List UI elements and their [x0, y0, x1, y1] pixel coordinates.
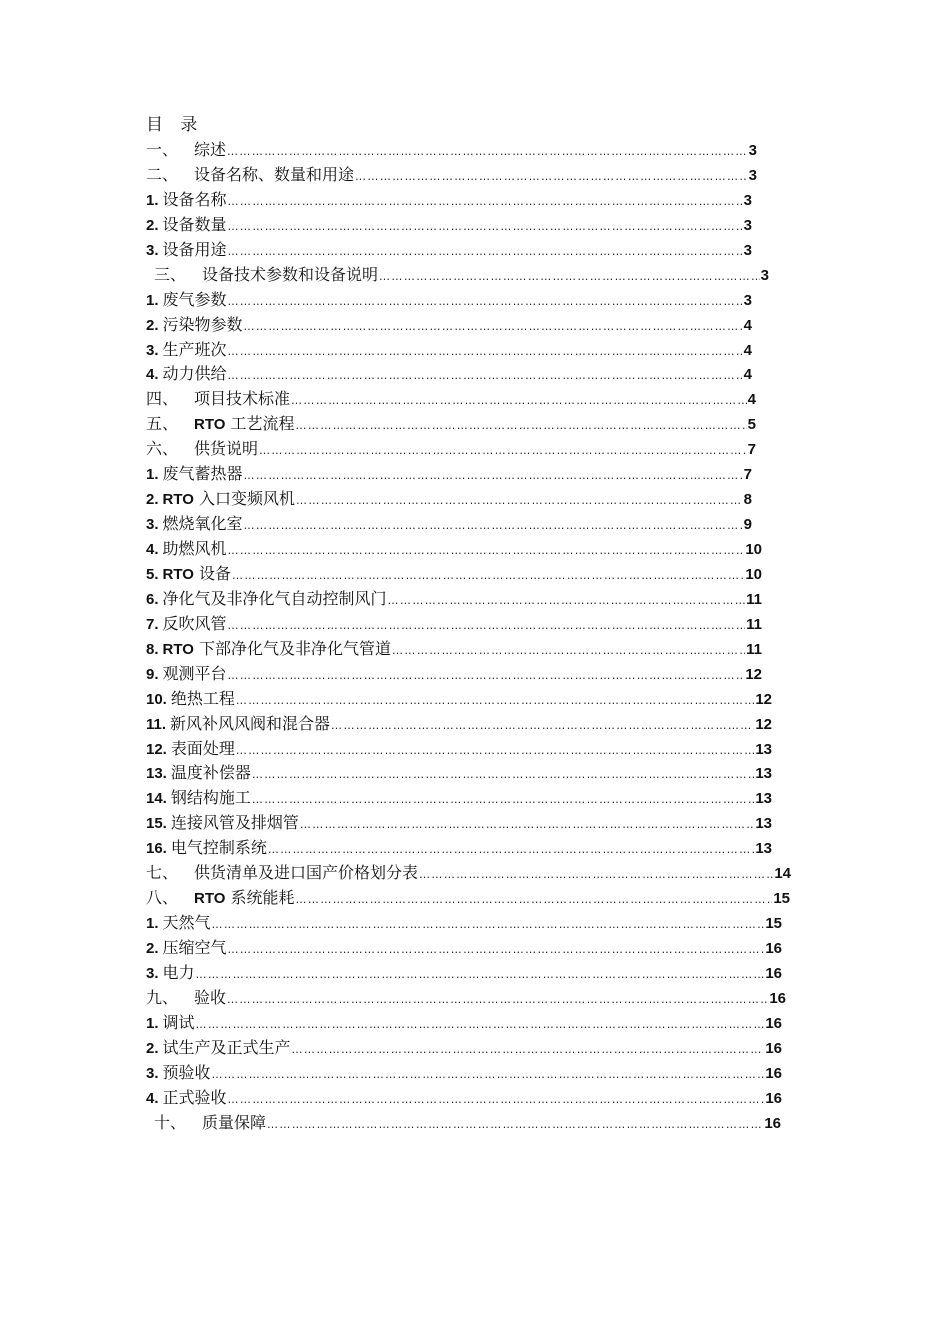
toc-entry-text: 燃烧氧化室	[162, 514, 243, 534]
toc-page-number: 16	[765, 1039, 782, 1057]
toc-entry-number: 1.	[146, 291, 159, 309]
toc-entry-text: 工艺流程	[230, 414, 295, 434]
toc-leader-dots	[228, 614, 746, 639]
toc-entry-text: 污染物参数	[162, 314, 243, 334]
toc-entry-text: 下部净化气及非净化气管道	[199, 638, 392, 658]
toc-entry-number: 六、	[146, 439, 179, 459]
toc-page-number: 10	[745, 541, 762, 558]
toc-entry-number: 14.	[146, 790, 167, 808]
toc-entry-text: 绝热工程	[170, 688, 235, 708]
toc-leader-dots	[236, 739, 754, 764]
toc-entry-number: 五、	[146, 414, 179, 434]
toc-page-number: 12	[755, 690, 772, 708]
toc-entry-title	[163, 462, 243, 487]
toc-page-number: 16	[764, 1114, 781, 1132]
toc-entry-text: 压缩空气	[162, 938, 227, 957]
toc-entry-title	[163, 537, 227, 562]
toc-entry[interactable]	[0, 1111, 781, 1136]
toc-entry-number: 4.	[146, 366, 159, 384]
toc-entry[interactable]	[0, 537, 762, 562]
toc-entry-latin: RTO	[162, 565, 194, 583]
toc-entry[interactable]	[0, 811, 772, 836]
toc-entry-title	[171, 687, 235, 712]
toc-entry-number: 3.	[146, 341, 159, 359]
toc-leader-dots	[268, 838, 754, 863]
toc-leader-dots	[227, 140, 748, 165]
toc-page-number: 3	[743, 191, 752, 209]
toc-page-number: 13	[755, 790, 772, 808]
toc-entry[interactable]	[0, 437, 756, 462]
toc-page-number: 16	[765, 964, 782, 982]
toc-entry-number: 1.	[146, 1014, 159, 1032]
toc-leader-dots	[267, 1113, 763, 1138]
toc-page-number: 8	[743, 491, 752, 509]
toc-leader-dots	[228, 190, 743, 215]
toc-entry-title	[194, 886, 295, 912]
toc-entry-text: 观测平台	[162, 663, 227, 683]
toc-entry-text: 质量保障	[202, 1112, 267, 1132]
toc-entry-number: 12.	[146, 740, 167, 758]
toc-entry-text: 净化气及非净化气自动控制风门	[162, 588, 387, 608]
toc-entry-number: 2.	[146, 216, 159, 234]
toc-leader-dots	[291, 389, 747, 414]
toc-leader-dots	[212, 913, 765, 938]
toc-entry-number: 7.	[146, 615, 159, 633]
toc-entry-number: 二、	[146, 164, 179, 184]
toc-entry-text: 钢结构施工	[170, 788, 251, 808]
toc-page-number: 11	[746, 590, 762, 608]
toc-entry[interactable]	[0, 487, 752, 512]
toc-entry-text: 温度补偿器	[170, 763, 251, 783]
toc-entry[interactable]	[0, 961, 782, 986]
toc-page-number: 4	[743, 341, 752, 359]
toc-entry-title	[163, 637, 392, 663]
toc-entry[interactable]	[0, 836, 772, 861]
toc-leader-dots	[196, 963, 765, 988]
toc-page-number: 16	[765, 1089, 782, 1107]
toc-entry[interactable]	[0, 911, 782, 936]
toc-page-number: 14	[774, 865, 791, 883]
toc-leader-dots	[252, 763, 754, 788]
toc-title: 目 录	[146, 115, 204, 135]
toc-entry-title	[163, 911, 211, 936]
toc-entry[interactable]	[0, 362, 752, 387]
toc-entry-title	[171, 836, 267, 861]
toc-entry[interactable]	[0, 936, 782, 961]
toc-entry-title	[163, 936, 227, 961]
toc-page-number: 3	[743, 216, 752, 234]
toc-entry-number: 8.	[146, 640, 159, 658]
toc-page-number: 13	[755, 765, 772, 783]
toc-page-number: 16	[765, 1064, 782, 1082]
toc-entry-number: 1.	[146, 915, 159, 933]
toc-entry-text: 入口变频风机	[199, 489, 296, 509]
toc-entry-text: 系统能耗	[230, 888, 295, 908]
toc-entry[interactable]	[0, 1086, 782, 1111]
toc-entry-title	[163, 562, 232, 588]
toc-entry[interactable]	[0, 188, 752, 213]
toc-entry[interactable]	[0, 462, 752, 487]
toc-entry-text: 供货说明	[194, 439, 259, 459]
toc-entry-title	[170, 712, 330, 737]
toc-entry-number: 6.	[146, 590, 159, 608]
toc-page-number: 7	[747, 441, 756, 459]
toc-entry[interactable]	[0, 412, 756, 437]
toc-entry-title	[194, 412, 295, 438]
toc-entry-title	[163, 512, 243, 537]
toc-entry-title	[163, 288, 227, 313]
toc-entry[interactable]	[0, 238, 752, 263]
toc-page-number: 5	[747, 416, 756, 434]
toc-entry-title	[163, 1086, 227, 1111]
toc-entry[interactable]	[0, 338, 752, 363]
toc-entry-number: 1.	[146, 466, 159, 484]
toc-page-number: 16	[765, 1014, 782, 1032]
toc-entry[interactable]	[0, 163, 757, 188]
toc-leader-dots	[300, 813, 754, 838]
toc-entry[interactable]	[0, 886, 790, 911]
toc-entry-title	[163, 213, 227, 238]
toc-entry-text: 设备技术参数和设备说明	[202, 264, 379, 284]
toc-entry-title	[194, 861, 418, 886]
toc-leader-dots	[236, 689, 754, 714]
toc-entry[interactable]	[0, 138, 757, 163]
toc-entry-text: 预验收	[162, 1062, 211, 1082]
toc-entry-number: 2.	[146, 316, 159, 334]
toc-entry-latin: RTO	[162, 491, 194, 509]
toc-entry-title	[163, 1011, 195, 1036]
toc-entry-number: 三、	[154, 264, 187, 284]
toc-entry[interactable]	[0, 786, 772, 811]
toc-entry-number: 5.	[146, 565, 159, 583]
toc-page-number: 4	[743, 316, 752, 334]
toc-entry-number: 2.	[146, 940, 159, 957]
toc-entry-title	[171, 786, 251, 811]
toc-entry[interactable]	[0, 213, 752, 238]
toc-leader-dots	[228, 1088, 765, 1113]
toc-entry-text: 设备	[199, 563, 232, 583]
toc-page-number: 12	[755, 715, 772, 733]
toc-leader-dots	[228, 340, 743, 365]
toc-entry-title	[202, 1111, 266, 1136]
toc-entry-latin: RTO	[162, 640, 194, 658]
toc-entry-title	[194, 437, 258, 462]
toc-leader-dots	[228, 539, 745, 564]
toc-entry-number: 16.	[146, 840, 167, 858]
toc-page-number: 7	[743, 466, 752, 484]
toc-entry-number: 四、	[146, 389, 179, 409]
toc-page-number: 4	[743, 366, 752, 384]
toc-entry-number: 2.	[146, 1039, 159, 1057]
toc-entry-number: 3.	[146, 516, 159, 534]
toc-entry-text: 设备名称	[162, 189, 227, 209]
toc-entry[interactable]	[0, 587, 762, 612]
toc-leader-dots	[228, 938, 765, 963]
toc-entry-title	[163, 1061, 211, 1086]
toc-entry[interactable]	[0, 1036, 782, 1061]
toc-leader-dots	[212, 1063, 765, 1088]
toc-page-number: 16	[769, 989, 786, 1007]
toc-leader-dots	[388, 589, 746, 614]
toc-page-number: 3	[743, 241, 752, 259]
toc-page-number: 3	[743, 291, 752, 309]
toc-entry-number: 2.	[146, 491, 159, 509]
toc-leader-dots	[244, 464, 743, 489]
toc-entry-text: 调试	[162, 1012, 195, 1032]
toc-page-number: 13	[755, 840, 772, 858]
toc-page-number: 15	[765, 915, 782, 933]
toc-entry-text: 天然气	[162, 913, 211, 933]
toc-leader-dots	[228, 364, 743, 389]
toc-page-number: 15	[773, 890, 790, 908]
toc-page-number: 3	[760, 266, 769, 284]
toc-entry[interactable]	[0, 637, 762, 662]
toc-entry-number: 1.	[146, 191, 159, 209]
toc-entry-title	[163, 587, 387, 612]
toc-leader-dots	[244, 315, 743, 340]
toc-entry-title	[202, 263, 378, 288]
toc-entry-title	[163, 612, 227, 637]
toc-entry-latin: RTO	[194, 890, 226, 908]
toc-leader-dots	[232, 564, 744, 589]
toc-entry-text: 废气蓄热器	[162, 464, 243, 484]
toc-entry[interactable]	[0, 387, 756, 412]
toc-entry-title	[163, 188, 227, 213]
toc-entry-number: 4.	[146, 1089, 159, 1107]
toc-entry-title	[163, 1036, 291, 1061]
toc-entry-text: 废气参数	[162, 289, 227, 309]
toc-entry-text: 综述	[194, 140, 227, 159]
toc-entry-title	[163, 362, 227, 387]
toc-entry-title	[194, 163, 354, 188]
toc-leader-dots	[292, 1038, 765, 1063]
toc-entry-title	[163, 338, 227, 363]
toc-entry-number: 3.	[146, 1064, 159, 1082]
toc-entry-number: 10.	[146, 690, 167, 708]
toc-entry-text: 设备数量	[162, 214, 227, 234]
toc-entry-title	[163, 961, 195, 986]
toc-entry[interactable]	[0, 512, 752, 537]
toc-entry-text: 设备用途	[162, 239, 227, 259]
toc-entry-text: 验收	[194, 987, 227, 1007]
toc-page-number: 13	[755, 815, 772, 833]
toc-entry-text: 项目技术标准	[194, 389, 291, 409]
toc-entry-text: 新风补风风阀和混合器	[170, 713, 331, 733]
toc-entry-title	[171, 737, 235, 762]
toc-leader-dots	[228, 664, 745, 689]
toc-leader-dots	[252, 788, 754, 813]
toc-entry[interactable]	[0, 737, 772, 762]
toc-page-number: 13	[755, 740, 772, 758]
toc-entry-title	[171, 761, 251, 786]
toc-entry-text: 电气控制系统	[170, 838, 267, 858]
toc-list	[0, 138, 950, 1136]
toc-page-number: 12	[745, 665, 762, 683]
toc-page-number: 11	[746, 615, 762, 633]
toc-entry-title	[163, 487, 296, 513]
toc-entry[interactable]	[0, 313, 752, 338]
toc-entry-number: 9.	[146, 665, 159, 683]
toc-entry-number: 七、	[146, 863, 179, 883]
toc-leader-dots	[296, 414, 747, 439]
toc-page-number: 11	[746, 640, 762, 658]
toc-leader-dots	[244, 514, 743, 539]
toc-entry-text: 动力供给	[162, 364, 227, 384]
toc-entry-number: 4.	[146, 541, 159, 558]
toc-entry-text: 助燃风机	[162, 539, 227, 558]
toc-leader-dots	[228, 240, 743, 265]
toc-entry[interactable]	[0, 612, 762, 637]
toc-leader-dots	[228, 215, 743, 240]
toc-leader-dots	[392, 639, 745, 664]
toc-entry-number: 13.	[146, 765, 167, 783]
toc-entry-text: 连接风管及排烟管	[170, 813, 299, 833]
toc-leader-dots	[227, 988, 768, 1013]
toc-entry[interactable]	[0, 288, 752, 313]
toc-entry-number: 3.	[146, 964, 159, 982]
toc-entry-number: 十、	[154, 1112, 187, 1132]
toc-entry-text: 试生产及正式生产	[162, 1037, 291, 1057]
toc-entry[interactable]	[0, 712, 772, 737]
toc-entry[interactable]	[0, 1061, 782, 1086]
toc-entry-text: 正式验收	[162, 1087, 227, 1107]
toc-leader-dots	[296, 888, 773, 913]
toc-page-number: 16	[765, 940, 782, 957]
toc-entry-title	[194, 138, 226, 163]
toc-leader-dots	[331, 714, 754, 739]
toc-page-number: 10	[745, 565, 762, 583]
toc-entry-title	[163, 238, 227, 263]
toc-entry[interactable]	[0, 761, 772, 786]
toc-entry-title	[163, 662, 227, 687]
toc-entry-title	[171, 811, 299, 836]
toc-entry[interactable]	[0, 1011, 782, 1036]
toc-entry-text: 供货清单及进口国产价格划分表	[194, 863, 419, 883]
toc-entry-text: 设备名称、数量和用途	[194, 164, 355, 184]
toc-entry-title	[194, 986, 226, 1011]
toc-entry-number: 15.	[146, 815, 167, 833]
toc-entry[interactable]	[0, 263, 769, 288]
toc-leader-dots	[259, 439, 747, 464]
toc-leader-dots	[355, 165, 748, 190]
toc-entry-text: 反吹风管	[162, 613, 227, 633]
toc-entry-number: 3.	[146, 241, 159, 259]
toc-entry-number: 九、	[146, 987, 179, 1007]
toc-entry-number: 11.	[146, 715, 167, 733]
toc-page-number: 3	[748, 142, 757, 159]
toc-leader-dots	[296, 489, 743, 514]
toc-entry[interactable]	[0, 687, 772, 712]
toc-entry[interactable]	[0, 662, 762, 687]
toc-page-number: 4	[747, 391, 756, 409]
toc-entry-title	[163, 313, 243, 338]
toc-page-number: 9	[743, 516, 752, 534]
toc-leader-dots	[228, 290, 743, 315]
toc-entry-number: 一、	[146, 140, 179, 159]
toc-entry-text: 表面处理	[170, 738, 235, 758]
toc-entry[interactable]	[0, 861, 791, 886]
toc-entry-latin: RTO	[194, 416, 226, 434]
toc-entry-text: 电力	[162, 962, 195, 982]
toc-leader-dots	[379, 265, 760, 290]
toc-entry-text: 生产班次	[162, 339, 227, 359]
toc-leader-dots	[419, 863, 773, 888]
toc-entry-number: 八、	[146, 888, 179, 908]
toc-entry-title	[194, 387, 290, 412]
toc-leader-dots	[196, 1013, 765, 1038]
toc-page-number: 3	[748, 166, 757, 184]
toc-entry[interactable]	[0, 562, 762, 587]
toc-entry[interactable]	[0, 986, 786, 1011]
